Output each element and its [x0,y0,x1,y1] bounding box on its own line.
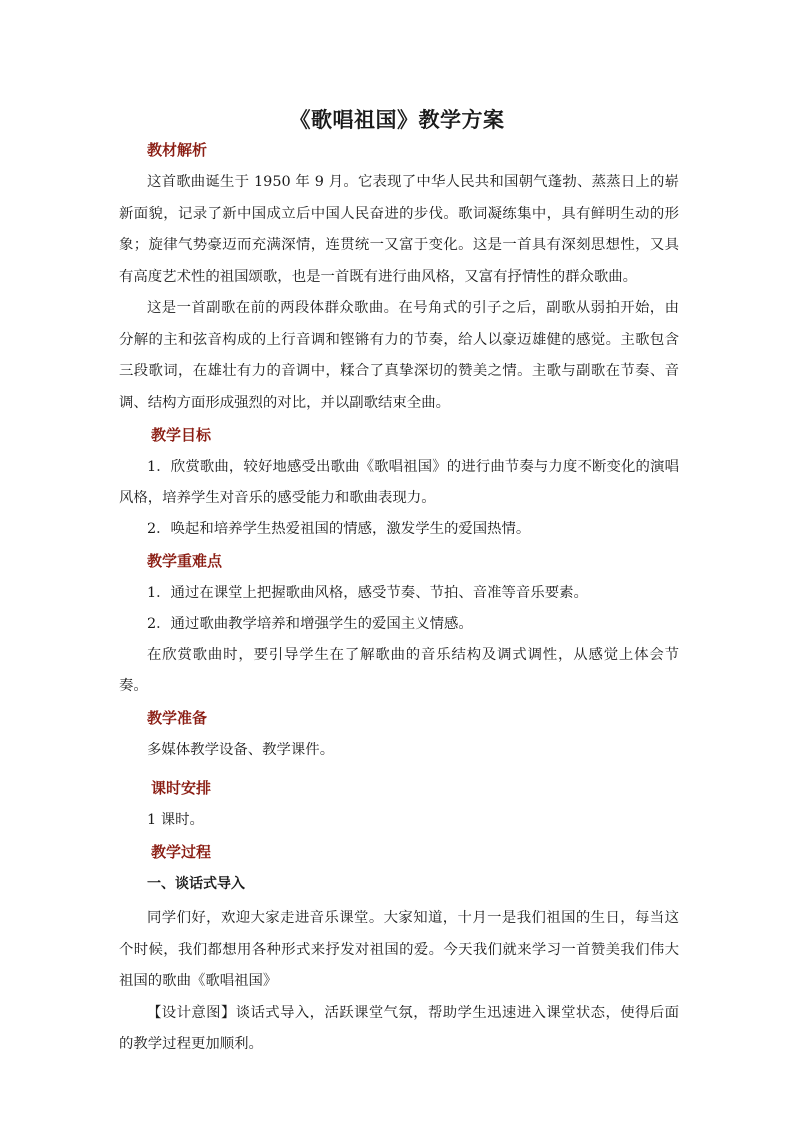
process-subheading-intro: 一、谈话式导入 [147,876,245,892]
document-title: 《歌唱祖国》教学方案 [289,107,505,132]
preparation-text: 多媒体教学设备、教学课件。 [147,742,335,758]
keypoint-item-1: 1．通过在课堂上把握歌曲风格，感受节奏、节拍、音准等音乐要素。 [147,585,588,601]
section-heading-preparation: 教学准备 [147,709,208,727]
section-heading-keypoints: 教学重难点 [147,552,223,570]
goal-item-1: 1．欣赏歌曲，较好地感受出歌曲《歌唱祖国》的进行曲节奏与力度不断变化的演唱风格，培养学生对音乐的感受能力和歌曲表现力。 [119,459,679,506]
section-heading-goals: 教学目标 [151,426,212,444]
process-design-intent: 【设计意图】谈话式导入，活跃课堂气氛，帮助学生迅速进入课堂状态，使得后面的教学过程更加顺利。 [119,1004,679,1052]
goal-item-2: 2．唤起和培养学生热爱祖国的情感，激发学生的爱国热情。 [147,521,531,537]
section-heading-process: 教学过程 [151,843,212,861]
analysis-paragraph-2: 这是一首副歌在前的两段体群众歌曲。在号角式的引子之后，副歌从弱拍开始，由分解的主和弦音构成的上行音调和铿锵有力的节奏，给人以豪迈雄健的感觉。主歌包含三段歌词，在雄壮有力的音调中，糅合了真挚深切的赞美之情。主歌与副歌在节奏、音调、结构方面形成强烈的对比，并以副歌结束全曲。 [119,300,679,411]
schedule-text: 1 课时。 [147,812,204,828]
section-heading-schedule: 课时安排 [151,779,212,797]
keypoint-item-2: 2．通过歌曲教学培养和增强学生的爱国主义情感。 [147,616,473,632]
keypoint-note: 在欣赏歌曲时，要引导学生在了解歌曲的音乐结构及调式调性，从感觉上体会节奏。 [119,647,679,694]
section-heading-analysis: 教材解析 [147,141,208,159]
document-body [119,134,679,1061]
analysis-paragraph-1: 这首歌曲诞生于 1950 年 9 月。它表现了中华人民共和国朝气蓬勃、蒸蒸日上的崭新面貌，记录了新中国成立后中国人民奋进的步伐。歌词凝练集中，具有鲜明生动的形象；旋律气势豪迈而充满深情，连贯统一又富于变化。这是一首具有深刻思想性，又具有高度艺术性的祖国颂歌，也是一首既有进行曲风格，又富有抒情性的群众歌曲。 [119,174,679,285]
process-paragraph-1: 同学们好，欢迎大家走进音乐课堂。大家知道，十月一是我们祖国的生日，每当这个时候，我们都想用各种形式来抒发对祖国的爱。今天我们就来学习一首赞美我们伟大祖国的歌曲《歌唱祖国》 [119,910,679,989]
